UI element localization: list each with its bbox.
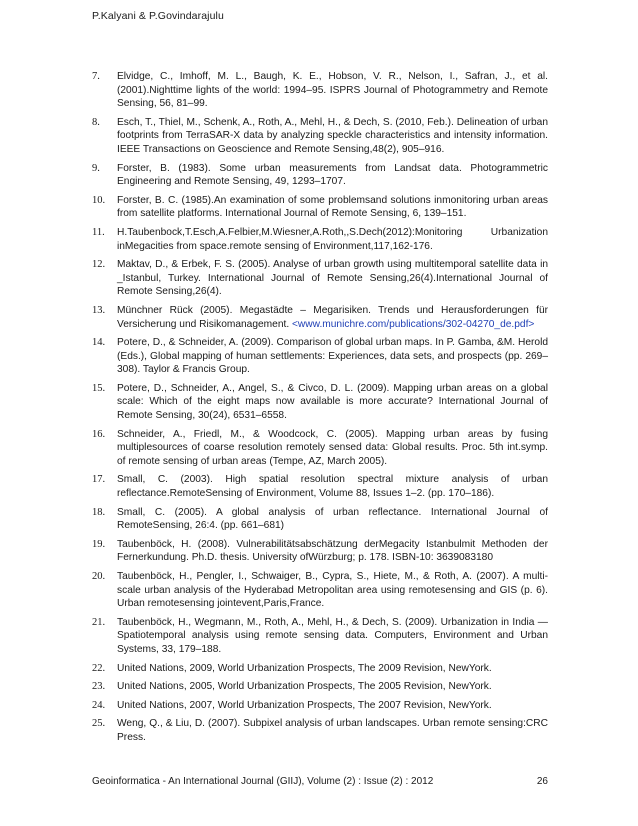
reference-number: 19.	[92, 538, 106, 550]
reference-number: 21.	[92, 616, 106, 628]
reference-number: 22.	[92, 662, 106, 674]
reference-item	[92, 699, 548, 713]
reference-item	[92, 428, 548, 469]
reference-item	[92, 116, 548, 157]
reference-text: United Nations, 2009, World Urbanization Prospects, The 2009 Revision, NewYork.	[117, 662, 492, 674]
reference-item	[92, 382, 548, 423]
reference-text: Esch, T., Thiel, M., Schenk, A., Roth, A., Mehl, H., & Dech, S. (2010, Feb.). Delineation of urban footprints from TerraSAR-X data by analyzing speckle characteristics and intensity information. IEEE Transactions on Geoscience and Remote Sensing,48(2), 905–916.	[117, 116, 548, 155]
reference-number: 7.	[92, 71, 100, 82]
running-header-authors: P.Kalyani & P.Govindarajulu	[92, 10, 224, 22]
reference-text: Forster, B. (1983). Some urban measurements from Landsat data. Photogrammetric Engineering and Remote Sensing, 49, 1293–1707.	[117, 162, 548, 188]
reference-item	[92, 336, 548, 377]
reference-item	[92, 70, 548, 111]
reference-number: 17.	[92, 474, 106, 486]
reference-number: 15.	[92, 382, 106, 394]
reference-text: Potere, D., Schneider, A., Angel, S., & Civco, D. L. (2009). Mapping urban areas on a global scale: Which of the eight maps now available is more accurate? International Journal of Remote Sensing, 30(24), 6531–6558.	[117, 382, 548, 422]
reference-number: 10.	[92, 194, 106, 206]
reference-text: Maktav, D., & Erbek, F. S. (2005). Analyse of urban growth using multitemporal satellite data in _Istanbul, Turkey. International Journal of Remote Sensing,26(4).International Journal of Remote Sensing,26(4).	[117, 259, 548, 298]
page-footer	[92, 776, 548, 787]
reference-number: 18.	[92, 506, 106, 518]
reference-text: Münchner Rück (2005). Megastädte – Megarisiken. Trends und Herausforderungen für Versicherung und Risikomanagement.	[117, 304, 548, 330]
reference-text: Taubenböck, H., Pengler, I., Schwaiger, B., Cypra, S., Hiete, M., & Roth, A. (2007). A multi-scale urban analysis of the Hyderabad Metropolitan area using remotesensing and GIS (p. 6). Urban remotesensing jointevent,Paris,France.	[117, 571, 548, 610]
reference-number: 8.	[92, 116, 100, 128]
reference-number: 9.	[92, 162, 100, 174]
reference-number: 25.	[92, 718, 106, 730]
reference-list	[92, 70, 548, 750]
reference-item	[92, 226, 548, 253]
reference-text: Weng, Q., & Liu, D. (2007). Subpixel analysis of urban landscapes. Urban remote sensing:CRC Press.	[117, 718, 548, 743]
reference-number: 12.	[92, 259, 106, 271]
reference-text: United Nations, 2007, World Urbanization Prospects, The 2007 Revision, NewYork.	[117, 699, 492, 711]
reference-number: 24.	[92, 699, 106, 711]
reference-text: Taubenböck, H. (2008). Vulnerabilitätsabschätzung derMegacity Istanbulmit Methoden der Fernerkundung. Ph.D. thesis. University ofWürzburg; p. 178. ISBN-10: 3639083180	[117, 538, 548, 564]
reference-text: Elvidge, C., Imhoff, M. L., Baugh, K. E., Hobson, V. R., Nelson, I., Safran, J., et al. (2001).Nighttime lights of the world: 1994–95. ISPRS Journal of Photogrammetry and Remote Sensing, 56, 81–99.	[117, 71, 548, 110]
reference-text: Forster, B. C. (1985).An examination of some problemsand solutions inmonitoring urban areas from satellite platforms. International Journal of Remote Sensing, 6, 139–151.	[117, 194, 548, 220]
reference-number: 20.	[92, 571, 106, 582]
reference-item	[92, 570, 548, 611]
reference-number: 23.	[92, 681, 106, 693]
reference-item	[92, 538, 548, 565]
reference-item	[92, 680, 548, 694]
reference-number: 16.	[92, 428, 106, 440]
reference-text: United Nations, 2005, World Urbanization Prospects, The 2005 Revision, NewYork.	[117, 681, 492, 693]
reference-number: 11.	[92, 226, 105, 238]
reference-item	[92, 662, 548, 676]
reference-item	[92, 717, 548, 744]
reference-text: Small, C. (2003). High spatial resolution spectral mixture analysis of urban reflectance.RemoteSensing of Environment, Volume 88, Issues 1–2. (pp. 170–186).	[117, 474, 548, 500]
reference-item	[92, 616, 548, 657]
reference-item	[92, 258, 548, 299]
reference-item	[92, 506, 548, 533]
reference-item	[92, 473, 548, 500]
reference-item	[92, 194, 548, 221]
reference-item	[92, 162, 548, 189]
page-number: 26	[536, 776, 548, 787]
reference-text: H.Taubenbock,T.Esch,A.Felbier,M.Wiesner,A.Roth,,S.Dech(2012):Monitoring Urbanization inMegacities from space.remote sensing of Environment,117,162-176.	[117, 226, 548, 252]
reference-link[interactable]: <www.munichre.com/publications/302-04270_de.pdf>	[291, 318, 535, 330]
reference-text: Small, C. (2005). A global analysis of urban reflectance. International Journal of RemoteSensing, 26:4. (pp. 661–681)	[117, 506, 548, 532]
reference-item	[92, 304, 548, 331]
footer-journal-citation: Geoinformatica - An International Journal (GIIJ), Volume (2) : Issue (2) : 2012	[92, 776, 434, 787]
reference-text: Schneider, A., Friedl, M., & Woodcock, C. (2005). Mapping urban areas by fusing multiplesources of coarse resolution remotely sensed data: Global results. Proc. 5th int.symp. of remote sensing of urban areas (Tempe, AZ, March 2005).	[117, 428, 548, 467]
reference-text: Potere, D., & Schneider, A. (2009). Comparison of global urban maps. In P. Gamba, &M. Herold (Eds.), Global mapping of human settlements: Experiences, data sets, and prospects (pp. 269–308). Taylor & Francis Group.	[117, 337, 548, 376]
reference-text: Taubenböck, H., Wegmann, M., Roth, A., Mehl, H., & Dech, S. (2009). Urbanization in India — Spatiotemporal analysis using remote sensing data. Computers, Environment and Urban Systems, 33, 179–188.	[117, 616, 548, 655]
reference-number: 14.	[92, 337, 106, 349]
reference-number: 13.	[92, 304, 106, 316]
